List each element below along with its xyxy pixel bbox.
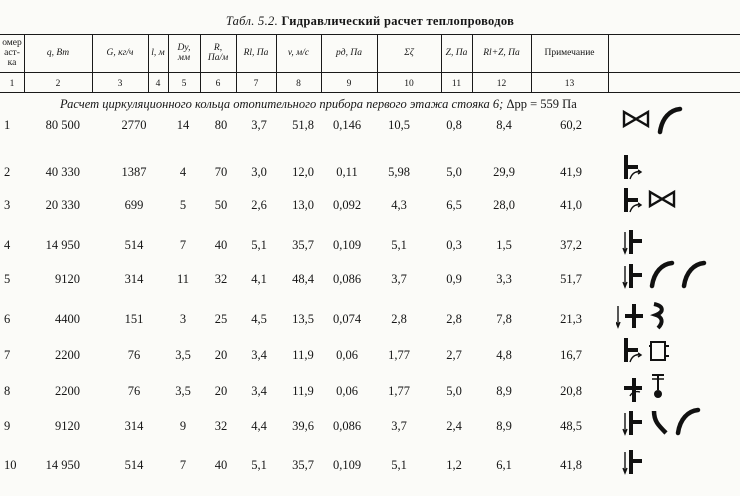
friction-loss-cell: 39,6	[292, 419, 314, 433]
dynamic-pressure-cell: 1,77	[388, 384, 410, 398]
length-cell: 7	[179, 458, 187, 472]
velocity-cell: 0,06	[336, 348, 358, 362]
diameter-cell: 20	[214, 384, 228, 398]
heat-load-cell: 20 330	[45, 198, 80, 212]
specific-loss-cell: 3,7	[251, 118, 267, 132]
length-cell: 3,5	[175, 348, 191, 362]
column-number: 3	[117, 78, 123, 89]
note-symbols	[616, 151, 726, 185]
flow-rate-cell: 76	[127, 348, 141, 362]
heat-load-cell: 2200	[55, 348, 80, 362]
flow-rate-cell: 76	[127, 384, 141, 398]
friction-loss-cell: 11,9	[292, 348, 314, 362]
tee-pass-icon	[623, 264, 642, 288]
velocity-cell: 0,11	[336, 165, 358, 179]
local-resistance-cell: 0,3	[446, 238, 462, 252]
note-symbols	[616, 258, 726, 292]
column-number: 6	[215, 78, 221, 89]
bend-icon	[660, 109, 680, 132]
column-header: Примечание	[544, 48, 595, 58]
note-symbols	[616, 104, 726, 138]
length-cell: 11	[176, 272, 190, 286]
flow-rate-cell: 151	[124, 312, 144, 326]
diameter-cell: 40	[214, 458, 228, 472]
local-loss-cell: 29,9	[493, 165, 515, 179]
local-loss-cell: 8,4	[496, 118, 512, 132]
section-number-cell: 3	[4, 198, 11, 212]
heat-load-cell: 80 500	[45, 118, 80, 132]
specific-loss-cell: 5,1	[251, 238, 267, 252]
tee-cross-icon	[624, 378, 642, 402]
column-header: Rl, Па	[243, 48, 269, 58]
diameter-cell: 20	[214, 348, 228, 362]
dynamic-pressure-cell: 5,1	[391, 458, 407, 472]
velocity-cell: 0,074	[332, 312, 362, 326]
valve-icon	[650, 192, 674, 206]
heat-load-cell: 4400	[55, 312, 80, 326]
local-loss-cell: 8,9	[496, 384, 512, 398]
section-number-cell: 6	[4, 312, 11, 326]
column-header: Σζ	[404, 48, 414, 58]
column-number: 5	[181, 78, 187, 89]
local-loss-cell: 8,9	[496, 419, 512, 433]
heat-load-cell: 40 330	[45, 165, 80, 179]
table-row	[0, 306, 740, 332]
tee-branch-icon	[626, 155, 641, 179]
length-cell: 9	[179, 419, 187, 433]
dynamic-pressure-cell: 5,98	[388, 165, 410, 179]
diameter-cell: 50	[214, 198, 228, 212]
local-resistance-cell: 5,0	[446, 165, 462, 179]
section-number-cell: 7	[4, 348, 11, 362]
table-caption: Гидравлический расчет теплопроводов	[281, 14, 515, 28]
total-loss-cell: 60,2	[560, 118, 582, 132]
tee-branch-icon	[626, 338, 641, 362]
local-resistance-cell: 0,9	[446, 272, 462, 286]
velocity-cell: 0,109	[332, 238, 362, 252]
table-row	[0, 342, 740, 368]
note-symbols	[616, 370, 726, 404]
diameter-cell: 80	[214, 118, 228, 132]
column-number: 7	[253, 78, 259, 89]
table-row	[0, 452, 740, 478]
local-resistance-cell: 5,0	[446, 384, 462, 398]
local-loss-cell: 1,5	[496, 238, 512, 252]
plug-valve-icon	[652, 375, 664, 398]
rule-line	[0, 92, 740, 93]
column-number: 8	[296, 78, 301, 89]
tee-pass-icon	[623, 450, 642, 474]
friction-loss-cell: 11,9	[292, 384, 314, 398]
dynamic-pressure-cell: 5,1	[391, 238, 407, 252]
friction-loss-cell: 35,7	[292, 238, 314, 252]
velocity-cell: 0,092	[332, 198, 362, 212]
duck-bend-icon	[654, 304, 662, 328]
note-symbols	[616, 298, 726, 332]
note-symbols	[616, 405, 726, 439]
friction-loss-cell: 51,8	[292, 118, 314, 132]
total-loss-cell: 37,2	[560, 238, 582, 252]
length-cell: 4	[179, 165, 187, 179]
section-pressure: Δpр = 559 Па	[506, 97, 577, 111]
section-number-cell: 2	[4, 165, 11, 179]
rule-line	[0, 72, 740, 73]
specific-loss-cell: 2,6	[251, 198, 267, 212]
tee-pass-icon	[623, 411, 642, 435]
heat-load-cell: 2200	[55, 384, 80, 398]
section-number-cell: 8	[4, 384, 11, 398]
offset-bend-icon	[654, 411, 666, 433]
local-resistance-cell: 1,2	[446, 458, 462, 472]
section-number-cell: 4	[4, 238, 11, 252]
dynamic-pressure-cell: 1,77	[388, 348, 410, 362]
column-header: G, кг/ч	[106, 48, 134, 58]
column-number: 11	[451, 78, 462, 89]
table-row	[0, 378, 740, 404]
local-loss-cell: 28,0	[493, 198, 515, 212]
section-number-cell: 1	[4, 118, 11, 132]
section-number-cell: 5	[4, 272, 11, 286]
length-cell: 7	[179, 238, 187, 252]
length-cell: 3	[179, 312, 187, 326]
specific-loss-cell: 3,4	[251, 384, 267, 398]
local-loss-cell: 4,8	[496, 348, 512, 362]
column-header: Rl+Z, Па	[483, 48, 520, 58]
column-header: pд, Па	[336, 48, 362, 58]
column-header: Dу, мм	[177, 43, 191, 63]
specific-loss-cell: 4,1	[251, 272, 267, 286]
specific-loss-cell: 5,1	[251, 458, 267, 472]
flow-rate-cell: 2770	[121, 118, 147, 132]
local-resistance-cell: 0,8	[446, 118, 462, 132]
table-row	[0, 266, 740, 292]
specific-loss-cell: 3,4	[251, 348, 267, 362]
note-symbols	[616, 444, 726, 478]
total-loss-cell: 51,7	[560, 272, 582, 286]
velocity-cell: 0,06	[336, 384, 358, 398]
column-divider	[608, 34, 609, 92]
velocity-cell: 0,146	[332, 118, 362, 132]
friction-loss-cell: 48,4	[292, 272, 314, 286]
dynamic-pressure-cell: 3,7	[391, 272, 407, 286]
local-loss-cell: 3,3	[496, 272, 512, 286]
table-row	[0, 413, 740, 439]
local-loss-cell: 7,8	[496, 312, 512, 326]
radiator-icon	[649, 342, 669, 360]
specific-loss-cell: 4,5	[251, 312, 267, 326]
heat-load-cell: 9120	[55, 419, 80, 433]
tee-branch-icon	[626, 188, 641, 212]
note-symbols	[616, 224, 726, 258]
friction-loss-cell: 13,0	[292, 198, 314, 212]
column-number: 9	[346, 78, 352, 89]
note-symbols	[616, 334, 726, 368]
note-symbols	[616, 184, 726, 218]
local-resistance-cell: 2,7	[446, 348, 462, 362]
table-row	[0, 192, 740, 218]
column-header: Z, Па	[445, 48, 468, 58]
heat-load-cell: 14 950	[45, 458, 80, 472]
tee-pass-icon	[623, 230, 642, 254]
flow-rate-cell: 1387	[121, 165, 147, 179]
column-number: 4	[155, 78, 161, 89]
valve-icon	[624, 112, 648, 126]
total-loss-cell: 20,8	[560, 384, 582, 398]
column-number: 12	[496, 78, 507, 89]
table-row	[0, 232, 740, 258]
column-number: 10	[404, 78, 414, 89]
friction-loss-cell: 12,0	[292, 165, 314, 179]
diameter-cell: 25	[214, 312, 228, 326]
section-text: Расчет циркуляционного кольца отопительного прибора первого этажа стояка 6;	[60, 97, 504, 111]
length-cell: 3,5	[175, 384, 191, 398]
flow-rate-cell: 314	[124, 419, 144, 433]
length-cell: 14	[176, 118, 190, 132]
rule-line	[0, 34, 740, 35]
diameter-cell: 70	[214, 165, 228, 179]
total-loss-cell: 41,8	[560, 458, 582, 472]
local-resistance-cell: 2,8	[446, 312, 462, 326]
table-title	[0, 14, 740, 29]
dynamic-pressure-cell: 3,7	[391, 419, 407, 433]
flow-rate-cell: 514	[124, 238, 144, 252]
flow-rate-cell: 514	[124, 458, 144, 472]
total-loss-cell: 48,5	[560, 419, 582, 433]
diameter-cell: 32	[214, 419, 228, 433]
total-loss-cell: 16,7	[560, 348, 582, 362]
section-number-cell: 10	[4, 458, 17, 472]
dynamic-pressure-cell: 10,5	[388, 118, 410, 132]
heat-load-cell: 9120	[55, 272, 80, 286]
total-loss-cell: 41,9	[560, 165, 582, 179]
local-resistance-cell: 6,5	[446, 198, 462, 212]
column-header: l, м	[151, 48, 165, 58]
length-cell: 5	[179, 198, 187, 212]
column-header: R, Па/м	[207, 43, 229, 63]
velocity-cell: 0,086	[332, 272, 362, 286]
section-number-cell: 9	[4, 419, 11, 433]
total-loss-cell: 41,0	[560, 198, 582, 212]
dynamic-pressure-cell: 4,3	[391, 198, 407, 212]
specific-loss-cell: 4,4	[251, 419, 267, 433]
cross-icon	[616, 304, 643, 328]
flow-rate-cell: 314	[124, 272, 144, 286]
diameter-cell: 32	[214, 272, 228, 286]
friction-loss-cell: 13,5	[292, 312, 314, 326]
bend-icon	[684, 263, 704, 286]
local-loss-cell: 6,1	[496, 458, 512, 472]
total-loss-cell: 21,3	[560, 312, 582, 326]
column-number: 13	[564, 78, 575, 89]
bend-icon	[652, 263, 672, 286]
specific-loss-cell: 3,0	[251, 165, 267, 179]
velocity-cell: 0,086	[332, 419, 362, 433]
column-header: омер аст- ка	[2, 38, 22, 68]
table-row	[0, 112, 740, 138]
heat-load-cell: 14 950	[45, 238, 80, 252]
dynamic-pressure-cell: 2,8	[391, 312, 407, 326]
column-header: v, м/с	[287, 48, 310, 58]
table-row	[0, 159, 740, 185]
table-number: Табл. 5.2.	[225, 14, 279, 28]
column-header: q, Вт	[46, 48, 70, 58]
local-resistance-cell: 2,4	[446, 419, 462, 433]
flow-rate-cell: 699	[124, 198, 144, 212]
bend-icon	[678, 410, 698, 433]
friction-loss-cell: 35,7	[292, 458, 314, 472]
column-number: 2	[55, 78, 61, 89]
velocity-cell: 0,109	[332, 458, 362, 472]
column-number: 1	[9, 78, 15, 89]
diameter-cell: 40	[214, 238, 228, 252]
